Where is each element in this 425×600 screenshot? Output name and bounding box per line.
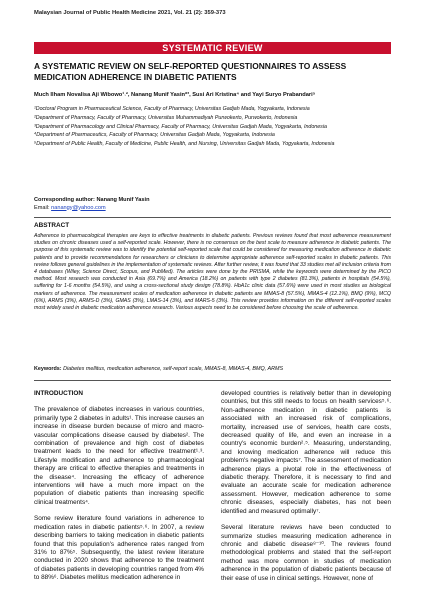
keywords-text: Diabetes mellitus, medication adherence, self-report scale, MMAS-8, MMAS-4, BMQ, ARMS — [63, 366, 284, 372]
right-column — [221, 390, 391, 591]
divider — [34, 380, 391, 381]
email-link[interactable]: nanangy@yahoo.com — [51, 204, 106, 211]
email-label: Email: — [34, 204, 50, 211]
keywords-line — [34, 366, 391, 372]
section-banner: SYSTEMATIC REVIEW — [34, 42, 391, 54]
paragraph: The prevalence of diabetes increases in various countries, primarily type 2 diabetes in adults¹. This increase causes an increase in disease burden because of micro and macro-vascular complications disease caused by diabetes². The combination of prevalence and high cost of diabetes treatment leads to the need for effective treatment¹˒³. Lifestyle modification and adherence to pharmacological therapy are critical to effective therapies and treatments in the disease⁴. Increasing the efficacy of adherence interventions will have a much more impact on the population of diabetic patients than increasing specific clinical treatments⁴. — [34, 406, 204, 506]
abstract-heading: ABSTRACT — [34, 222, 70, 229]
author-list: Much Ilham Novalisa Aji Wibowo¹˒², Nanang Munif Yasin*³, Susi Ari Kristina⁴ and Yayi Suryo Prabandari⁵ — [34, 92, 316, 98]
affiliation: ⁴Department of Pharmaceutics, Faculty of Pharmacy, Universitas Gadjah Mada, Yogyakarta, Indonesia — [34, 132, 275, 139]
paragraph: Several literature reviews have been conducted to summarize studies measuring medication adherence in chronic and diabetic disease⁸⁻¹⁰. The reviews found methodological problems and stated that the self-report method was more common in studies of medication adherence in the population of diabetic patients because of their ease of use in clinical settings. However, none of — [221, 524, 391, 582]
affiliation: ³Department of Pharmacology and Clinical Pharmacy, Faculty of Pharmacy, Universitas Gadjah Mada, Yogyakarta, Indonesia — [34, 123, 327, 130]
left-column — [34, 390, 204, 591]
affiliation: ⁵Department of Public Health, Faculty of Medicine, Public Health, and Nursing, Universitas Gadjah Mada, Yogyakarta, Indonesia — [34, 141, 335, 148]
divider — [34, 217, 391, 218]
affiliation: ²Department of Pharmacy, Faculty of Pharmacy, Universitas Muhammadiyah Purwokerto, Purwokerto, Indonesia — [34, 114, 298, 121]
affiliations — [34, 106, 391, 150]
abstract-text: Adherence to pharmacological therapies are keys to effective treatments in diabetic patients. Previous reviews found that most adherence measurement studies on chronic diseases used a self-reported scale. However, there is no consensus on the best scale to measure adherence in diabetic patients. The purpose of this systematic review was to identify the potential self-reported scale that could be considered for measuring medication adherence in diabetic patients and to provide recommendations for researchers or clinicians to determine appropriate adherence self-reported scales in diabetic patients. This review follows general guidelines in the implementation of systematic reviews. After further review, it was found that 33 studies met all inclusion criteria from 4 databases (Wiley, Science Direct, Scopus, and PubMed). The articles were done by the PRISMA, while the keywords were determined by the PICO method. Most research was conducted in Asia (69.7%) and America (18.2%) on patients with type 2 diabetes (81.3%), patients in hospitals (54.5%), suffering for 1-6 months (54.5%), and using a cross-sectional study design (78.8%). HbA1c clinic data (57.6%) were used in most studies as biological markers of adherence. The measurement scales of medication adherence in diabetic patients are MMAS-8 (57.5%), MMAS-4 (12.1%), BMQ (9%), MCQ (6%), ARMS (3%), ARMS-D (3%), GMAS (3%), LMAS-14 (3%), and MARS-5 (3%). This review provides information on the different self-reported scales most widely used in diabetic medication adherence research. Various aspects need to be considered before choosing the scale of adherence. — [34, 233, 391, 312]
affiliation: ¹Doctoral Program in Pharmaceutical Science, Faculty of Pharmacy, Universitas Gadjah Mada, Yogyakarta, Indonesia — [34, 106, 310, 112]
introduction-heading: INTRODUCTION — [34, 390, 83, 397]
keywords-label: Keywords: — [34, 366, 62, 372]
article-title: A SYSTEMATIC REVIEW ON SELF-REPORTED QUESTIONNAIRES TO ASSESS MEDICATION ADHERENCE IN DIABETIC PATIENTS — [34, 61, 347, 82]
corresponding-author-block — [34, 197, 150, 212]
paragraph: developed countries is relatively better than in developing countries, but this still needs to focus on health services⁵˒⁶. Non-adherence medication in diabetic patients is associated with an increased risk of complications, mortality, increased use of services, health care costs, decreased quality of life, and even an increase in a country's economic burden²˒⁵. Measuring, understanding, and knowing medication adherence will reduce this problem's negative impacts⁷. The assessment of medication adherence plays a pivotal role in the effectiveness of diabetic therapy. Therefore, it is necessary to find and evaluate an accurate scale for medication adherence assessment. However, medication adherence to some chronic diseases, especially diabetes, has not been identified and measured optimally⁷. — [221, 390, 391, 515]
corresponding-author: Corresponding author: Nanang Munif Yasin — [34, 197, 150, 203]
running-head: Malaysian Journal of Public Health Medicine 2021, Vol. 21 (2): 359-373 — [34, 10, 226, 16]
paragraph: Some review literature found variations in adherence to medication rates in diabetic patients⁵˒⁶. In 2007, a review describing barriers to taking medication in diabetic patients found that this population's adherence rates ranged from 31% to 87%⁵. Subsequently, the latest review literature conducted in 2020 shows that adherence to the treatment of diabetes patients in developing countries ranged from 4% to 88%⁶. Diabetes mellitus medication adherence in — [34, 515, 204, 582]
